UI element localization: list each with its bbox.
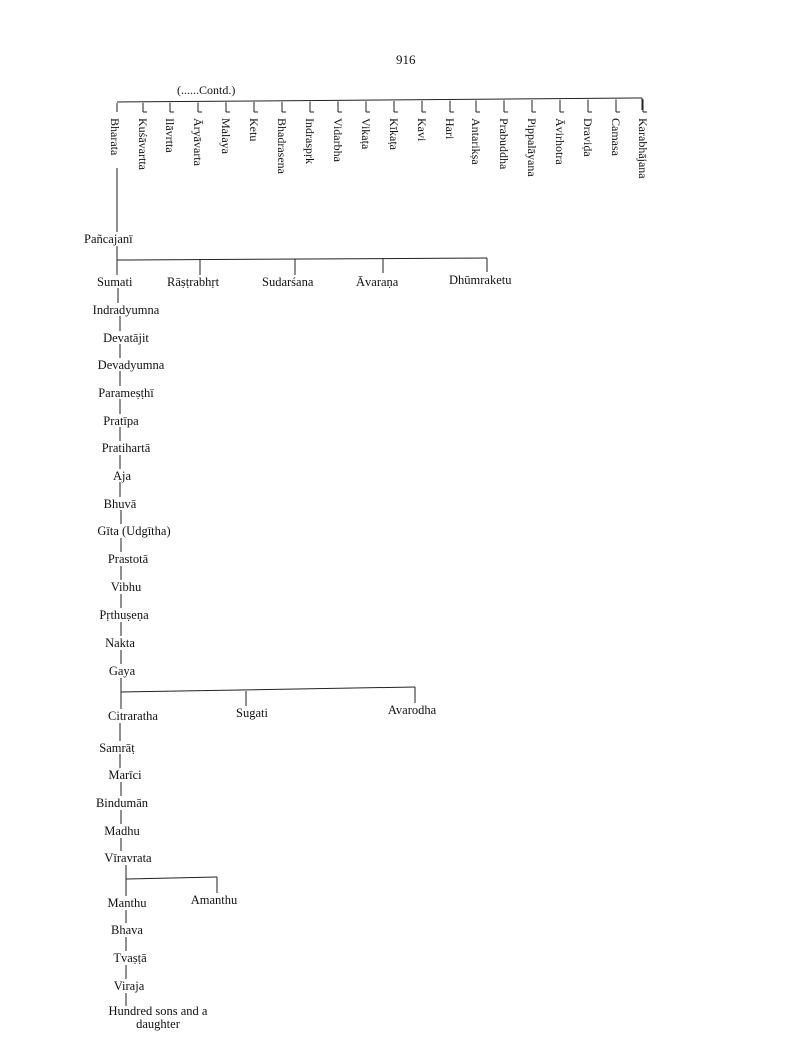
person-node: Vīravrata (104, 851, 152, 865)
top-name: Ilāvrtta (163, 118, 177, 153)
top-name: Draviḍa (581, 118, 595, 157)
person-node: Aja (112, 469, 132, 483)
person-node: Bindumān (95, 796, 149, 810)
top-name: Kavi (415, 118, 429, 142)
top-name: Karabhājana (636, 118, 650, 179)
top-name: Pippalāyana (525, 118, 539, 177)
top-name: Prabuddha (497, 118, 511, 170)
person-node: Tvaṣṭā (113, 951, 147, 965)
person-node: Nakta (105, 636, 135, 650)
top-name: Āryāvarta (191, 118, 205, 166)
top-name: Malaya (219, 118, 233, 154)
person-node: Prastotā (107, 552, 149, 566)
top-name: Hari (443, 118, 457, 140)
person-node: Parameṣṭhī (98, 386, 154, 400)
person-node: Rāṣṭrabhṛt (167, 275, 220, 289)
connector-line (126, 877, 217, 879)
continued-note: (......Contd.) (177, 83, 236, 97)
person-node: Samrāṭ (99, 741, 135, 755)
top-name: Camasa (609, 118, 623, 156)
person-node: Devatājit (103, 331, 149, 345)
person-node: Dhūmraketu (449, 273, 512, 287)
person-node: Avarodha (387, 703, 437, 717)
top-name: Āvirhotra (553, 118, 567, 165)
page-number: 916 (396, 52, 416, 67)
person-node: Vibhu (110, 580, 142, 594)
person-node: Marīci (108, 768, 142, 782)
top-name: Indraspṛk (303, 118, 317, 164)
person-node: Gīta (Udgītha) (97, 524, 171, 538)
top-name: Antarikṣa (469, 118, 483, 165)
person-node: Pratīpa (103, 414, 139, 428)
top-name: Bharata (108, 118, 122, 156)
top-name: Vidarbha (331, 118, 345, 162)
person-node: Manthu (107, 896, 147, 910)
person-node: Pratihartā (101, 441, 151, 455)
pancajani-node: Pañcajanī (84, 232, 133, 246)
person-node: Bhuvā (103, 497, 137, 511)
top-name: Ketu (247, 118, 261, 142)
connector-line (117, 258, 487, 260)
person-node: Devadyumna (97, 358, 165, 372)
person-node: Bhava (111, 923, 143, 937)
top-name: Kīkaṭa (387, 118, 401, 150)
top-name: Kuśāvartta (136, 118, 150, 170)
person-node: Citraratha (108, 709, 158, 723)
top-name: Bhadrasena (275, 118, 289, 174)
person-node: Pṛthuṣeṇa (99, 608, 149, 622)
person-node: Sugati (236, 706, 268, 720)
person-node: Āvaraṇa (356, 275, 399, 289)
connector-line (117, 98, 642, 102)
last-node: Hundred sons and a daughter (108, 1004, 208, 1031)
person-node: Sudarśana (262, 275, 314, 289)
person-node: Madhu (104, 824, 140, 838)
person-node: Indradyumna (92, 303, 160, 317)
person-node: Gaya (108, 664, 136, 678)
top-name: Vikaṭa (359, 118, 373, 150)
person-node: Amanthu (190, 893, 238, 907)
person-node: Viraja (113, 979, 145, 993)
connector-line (121, 687, 415, 692)
person-node: Sumati (97, 275, 133, 289)
